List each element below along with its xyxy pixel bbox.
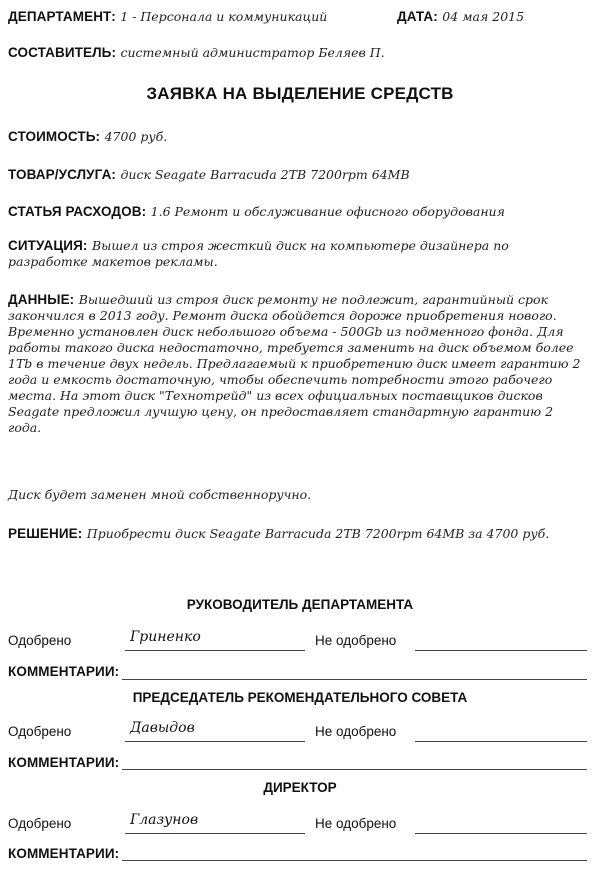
comments-label: КОММЕНТАРИИ:: [8, 664, 120, 679]
signature-council: Давыдов: [130, 720, 195, 736]
item-row: [8, 166, 410, 184]
comments-label: КОММЕНТАРИИ:: [8, 846, 120, 861]
approved-line[interactable]: [125, 833, 305, 834]
approved-line[interactable]: [125, 650, 305, 651]
section-title-director: ДИРЕКТОР: [263, 780, 337, 795]
department-label: ДЕПАРТАМЕНТ:: [8, 9, 116, 24]
signature-director: Глазунов: [130, 812, 199, 828]
expense-row: [8, 203, 505, 221]
comments-line[interactable]: [122, 769, 587, 770]
rejected-label: Не одобрено: [315, 816, 397, 831]
date-value: 04 мая 2015: [442, 9, 525, 24]
approved-line[interactable]: [125, 741, 305, 742]
signature-head: Гриненко: [130, 629, 201, 645]
approved-label: Одобрено: [8, 633, 72, 648]
rejected-line[interactable]: [415, 741, 587, 742]
cost-value: 4700 руб.: [104, 129, 168, 144]
decision-block: [8, 526, 584, 542]
expense-value: 1.6 Ремонт и обслуживание офисного оборудования: [150, 204, 505, 219]
comments-line[interactable]: [122, 679, 587, 680]
situation-label: СИТУАЦИЯ:: [8, 238, 88, 253]
date-row: [397, 8, 524, 26]
decision-label: РЕШЕНИЕ:: [8, 526, 83, 541]
item-value: диск Seagate Barracuda 2TB 7200rpm 64MB: [120, 167, 410, 182]
data-block: [8, 292, 584, 436]
item-label: ТОВАР/УСЛУГА:: [8, 167, 117, 182]
cost-row: [8, 128, 167, 146]
rejected-label: Не одобрено: [315, 633, 397, 648]
cost-label: СТОИМОСТЬ:: [8, 129, 101, 144]
page-title: ЗАЯВКА НА ВЫДЕЛЕНИЕ СРЕДСТВ: [146, 84, 454, 103]
decision-value: Приобрести диск Seagate Barracuda 2TB 7200rpm 64MB за 4700 руб.: [86, 526, 550, 541]
data-value: Вышедший из строя диск ремонту не подлежит, гарантийный срок закончился в 2013 году. Ремонт диска обойдется дороже приобретения нового. Временно установлен диск небольшого объема - 500Gb из подменного фонда. Для работы такого диска недостаточно, требуется заменить на диск объемом более 1Tb в течение двух недель. Предлагаемый к приобретению диск имеет гарантию 2 года и емкость достаточную, чтобы обеспечить потребности этого рабочего места. На этот диск "Технотрейд" из всех официальных поставщиков дисков Seagate предложил лучшую цену, он предоставляет стандартную гарантию 2 года.: [8, 292, 581, 435]
data-value-2: Диск будет заменен мной собственноручно.: [8, 487, 312, 502]
author-value: системный администратор Беляев П.: [120, 45, 385, 60]
situation-block: [8, 238, 584, 270]
section-title-council: ПРЕДСЕДАТЕЛЬ РЕКОМЕНДАТЕЛЬНОГО СОВЕТА: [132, 690, 468, 705]
rejected-line[interactable]: [415, 833, 587, 834]
date-label: ДАТА:: [397, 9, 438, 24]
author-label: СОСТАВИТЕЛЬ:: [8, 45, 117, 60]
approved-label: Одобрено: [8, 724, 72, 739]
rejected-label: Не одобрено: [315, 724, 397, 739]
situation-value: Вышел из строя жесткий диск на компьютере дизайнера по разработке макетов рекламы.: [8, 238, 509, 269]
comments-label: КОММЕНТАРИИ:: [8, 755, 120, 770]
expense-label: СТАТЬЯ РАСХОДОВ:: [8, 204, 147, 219]
department-value: 1 - Персонала и коммуникаций: [120, 9, 328, 24]
approved-label: Одобрено: [8, 816, 72, 831]
department-row: [8, 8, 327, 26]
rejected-line[interactable]: [415, 650, 587, 651]
section-title-head: РУКОВОДИТЕЛЬ ДЕПАРТАМЕНТА: [186, 597, 414, 612]
comments-line[interactable]: [122, 860, 587, 861]
data-label: ДАННЫЕ:: [8, 292, 75, 307]
author-row: [8, 44, 385, 62]
